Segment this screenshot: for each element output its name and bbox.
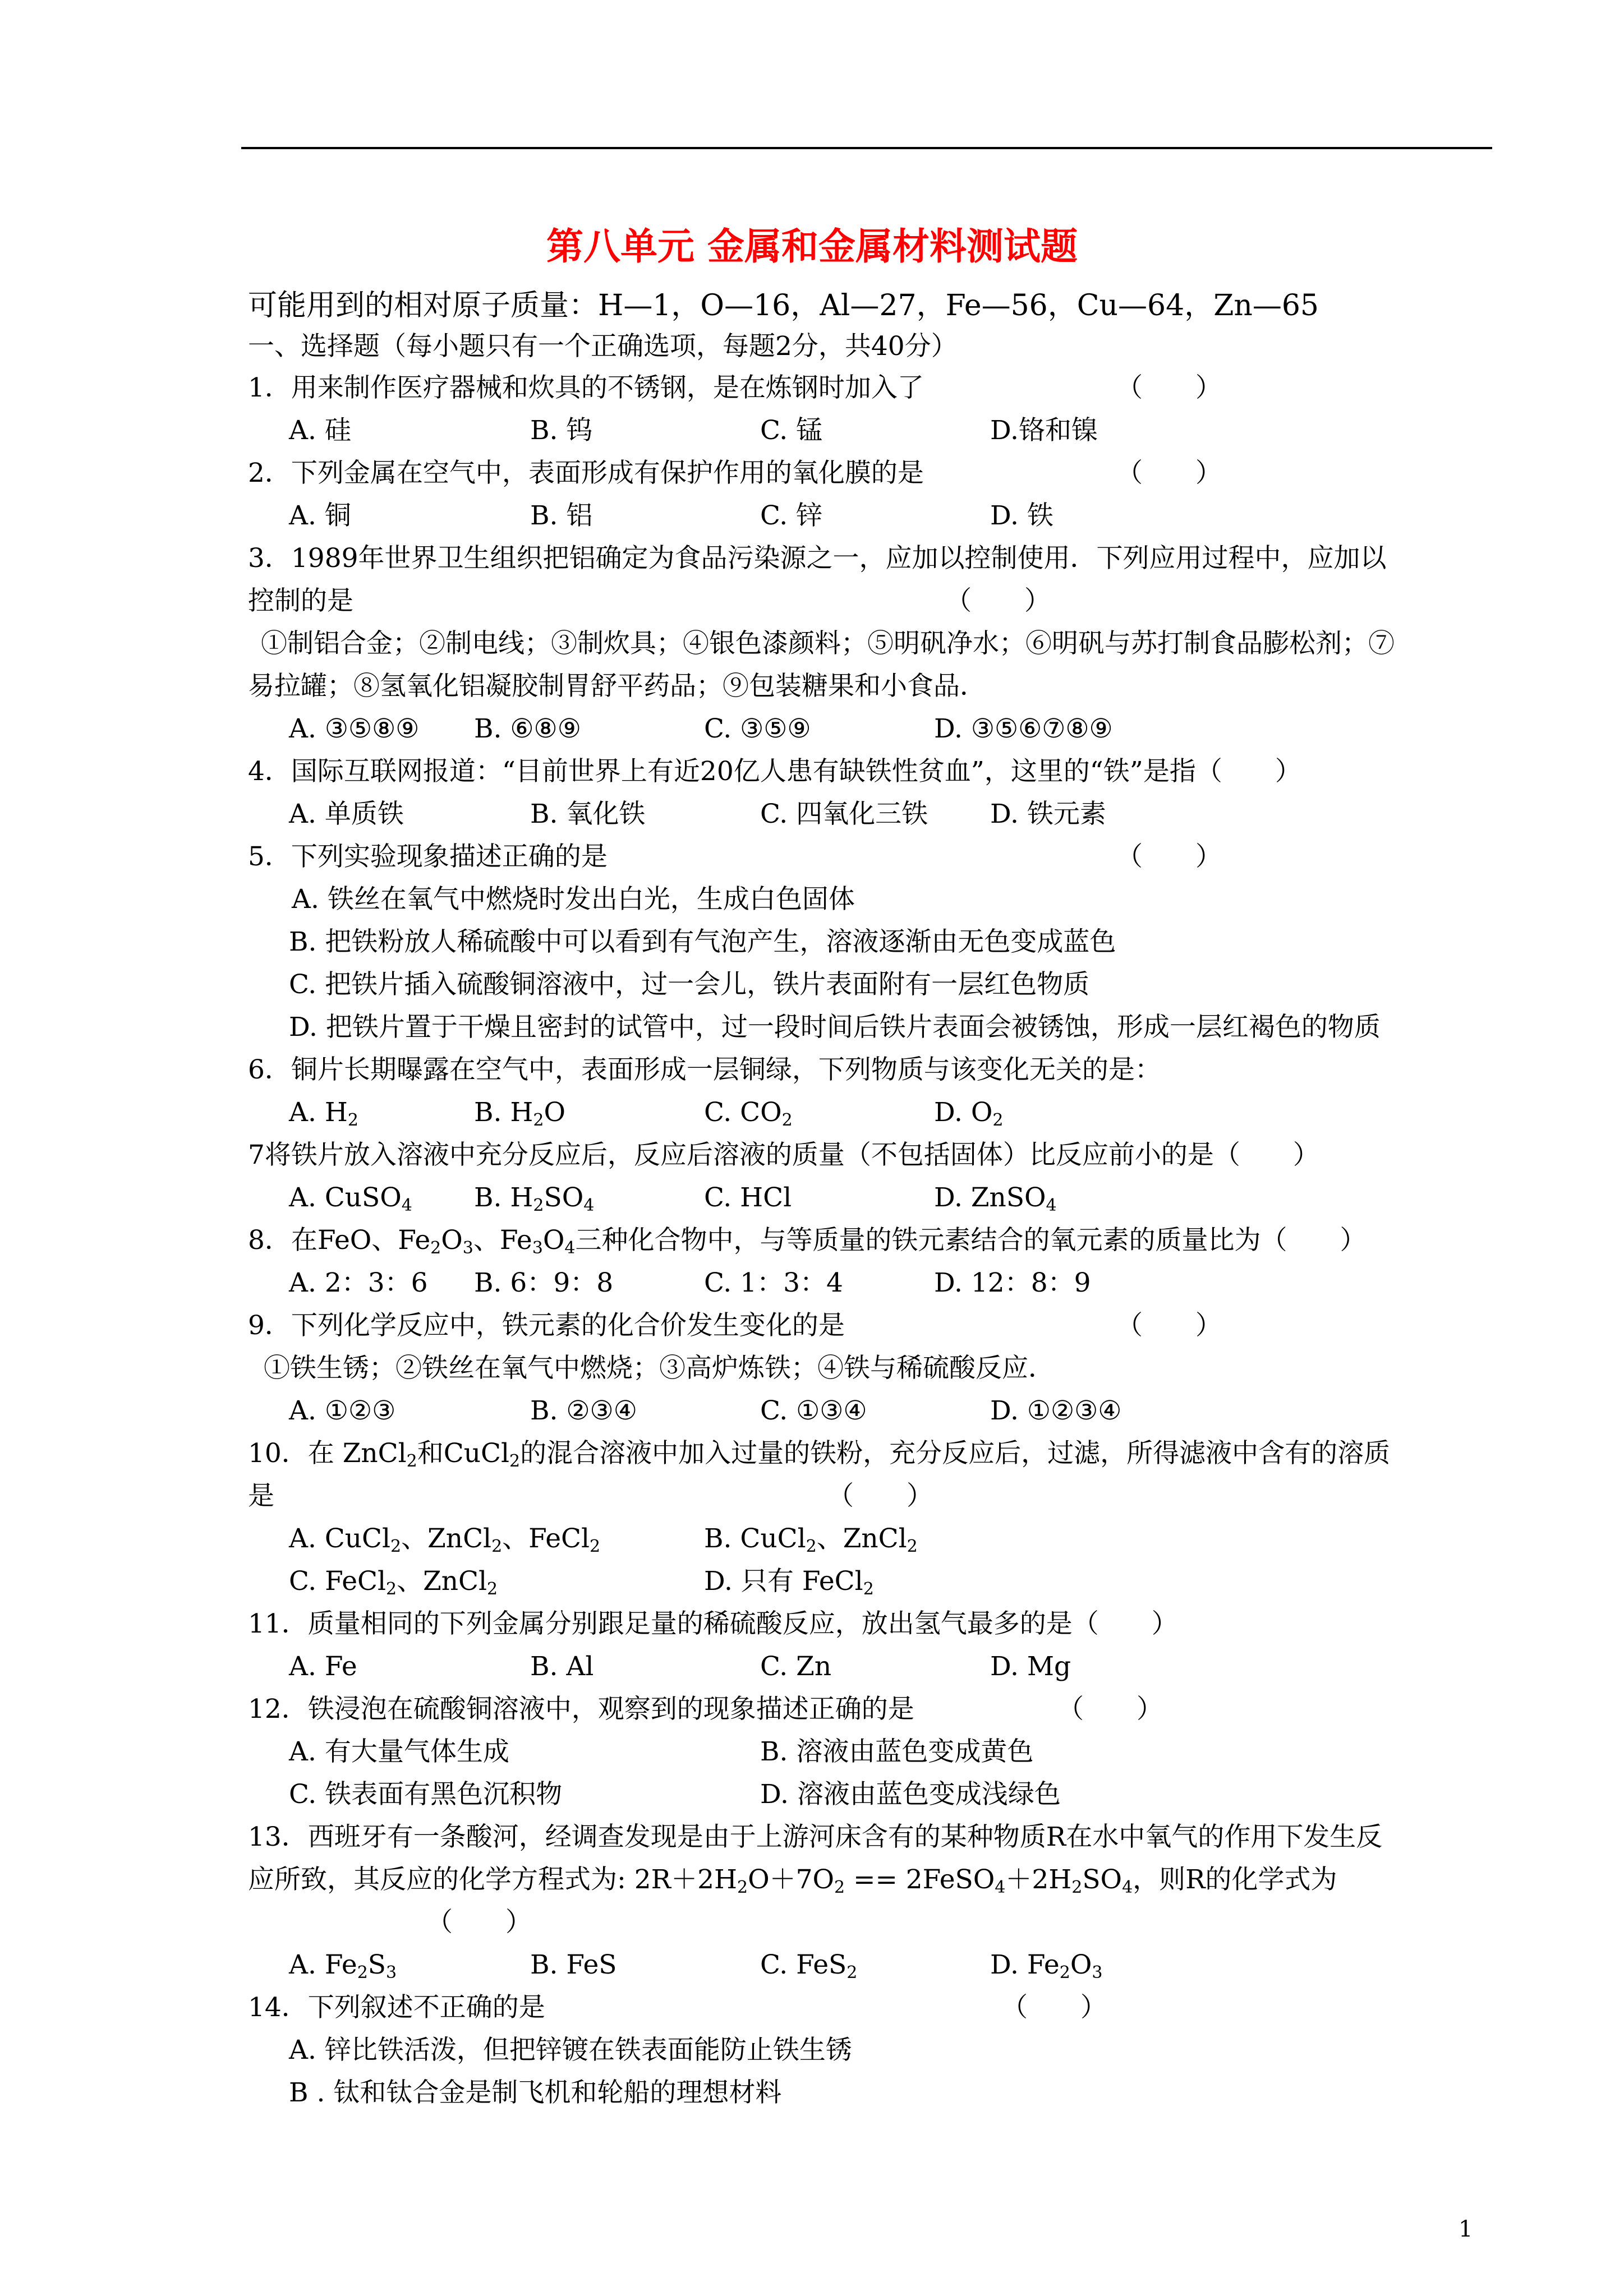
stem-text: SO bbox=[1082, 1864, 1122, 1895]
answer-blank: （ ） bbox=[426, 1907, 532, 1938]
subscript: 3 bbox=[462, 1238, 473, 1258]
subscript: 2 bbox=[487, 1579, 498, 1599]
question-14-stem: 14．下列叙述不正确的是 bbox=[248, 1992, 545, 2023]
answer-blank: （ ） bbox=[1116, 372, 1222, 403]
answer-blank: （ ） bbox=[1116, 458, 1222, 488]
option-text: D. Fe bbox=[990, 1949, 1060, 1980]
option-text: D. 只有 FeCl bbox=[704, 1566, 863, 1597]
option-text: D. O bbox=[934, 1097, 993, 1128]
question-11-stem: 11．质量相同的下列金属分别跟足量的稀硫酸反应，放出氢气最多的是（ ） bbox=[248, 1608, 1178, 1639]
option-a: A. 铜 bbox=[289, 500, 351, 531]
option-b: B. 6：9：8 bbox=[474, 1267, 614, 1298]
option-c: C. ①③④ bbox=[760, 1395, 867, 1426]
option-a: A. 单质铁 bbox=[289, 799, 404, 829]
answer-blank: （ ） bbox=[1001, 1992, 1107, 2023]
option-text: 、FeCl bbox=[502, 1523, 590, 1554]
stem-text: ＋2H bbox=[1005, 1864, 1072, 1895]
option-b: B. ②③④ bbox=[530, 1395, 637, 1426]
option-d: D.铬和镍 bbox=[990, 415, 1098, 446]
answer-blank: （ ） bbox=[1116, 1310, 1222, 1341]
option-text: 、ZnCl bbox=[397, 1566, 487, 1597]
option-c bbox=[760, 1948, 857, 1982]
question-5-stem: 5．下列实验现象描述正确的是 bbox=[248, 841, 608, 872]
subscript: 2 bbox=[533, 1196, 544, 1215]
question-2-stem: 2．下列金属在空气中，表面形成有保护作用的氧化膜的是 bbox=[248, 458, 924, 488]
option-text: O bbox=[1070, 1949, 1092, 1980]
subscript: 2 bbox=[806, 1537, 817, 1556]
subscript: 2 bbox=[1059, 1963, 1070, 1983]
subscript: 4 bbox=[995, 1878, 1006, 1897]
option-b: B. FeS bbox=[530, 1949, 617, 1980]
subscript: 4 bbox=[1046, 1196, 1057, 1215]
option-d: D. Mg bbox=[990, 1651, 1071, 1682]
option-a: A. 2：3：6 bbox=[289, 1267, 428, 1298]
subscript: 2 bbox=[430, 1238, 441, 1258]
stem-text: 的混合溶液中加入过量的铁粉，充分反应后，过滤，所得滤液中含有的溶质 bbox=[520, 1438, 1391, 1469]
option-b: B. Al bbox=[530, 1651, 594, 1682]
question-9-stem: 9．下列化学反应中，铁元素的化合价发生变化的是 bbox=[248, 1310, 845, 1341]
subscript: 2 bbox=[406, 1451, 417, 1471]
question-10-stem-cont: 是 bbox=[248, 1481, 274, 1511]
option-a bbox=[289, 1522, 600, 1556]
option-c: C. 把铁片插入硫酸铜溶液中，过一会儿，铁片表面附有一层红色物质 bbox=[289, 969, 1090, 1000]
option-b: B. 钨 bbox=[530, 415, 593, 446]
question-3-items-cont: 易拉罐；⑧氢氧化铝凝胶制胃舒平药品；⑨包装糖果和小食品． bbox=[248, 671, 986, 702]
option-c: C. HCl bbox=[704, 1182, 792, 1213]
option-d: D. 溶液由蓝色变成浅绿色 bbox=[760, 1779, 1061, 1810]
option-d bbox=[990, 1948, 1102, 1982]
option-text: C. FeS bbox=[760, 1949, 847, 1980]
question-9-items: ①铁生锈；②铁丝在氧气中燃烧；③高炉炼铁；④铁与稀硫酸反应． bbox=[264, 1353, 1055, 1384]
stem-text: 10．在 ZnCl bbox=[248, 1438, 407, 1469]
option-text: O bbox=[544, 1097, 566, 1128]
option-d: D. 12：8：9 bbox=[934, 1267, 1091, 1298]
subscript: 2 bbox=[491, 1537, 503, 1556]
option-text: B. CuCl bbox=[704, 1523, 806, 1554]
stem-text: 8．在FeO、Fe bbox=[248, 1225, 431, 1256]
option-a bbox=[289, 1181, 412, 1215]
option-a: A. 铁丝在氧气中燃烧时发出白光，生成白色固体 bbox=[292, 884, 855, 915]
subscript: 2 bbox=[834, 1878, 845, 1897]
option-b bbox=[704, 1522, 918, 1556]
subscript: 2 bbox=[863, 1579, 874, 1599]
page-number: 1 bbox=[1459, 2216, 1473, 2242]
option-c: C. 1：3：4 bbox=[704, 1267, 843, 1298]
option-d: D. 铁 bbox=[990, 500, 1053, 531]
option-a: A. ①②③ bbox=[289, 1395, 396, 1426]
option-b: B. 溶液由蓝色变成黄色 bbox=[760, 1736, 1034, 1767]
option-d: D. ③⑤⑥⑦⑧⑨ bbox=[934, 713, 1113, 744]
subscript: 4 bbox=[583, 1196, 595, 1215]
subscript: 2 bbox=[907, 1537, 918, 1556]
section-heading: 一、选择题（每小题只有一个正确选项，每题2分，共40分） bbox=[248, 331, 958, 362]
option-b: B. ⑥⑧⑨ bbox=[474, 713, 581, 744]
subscript: 3 bbox=[1092, 1963, 1103, 1983]
option-text: C. CO bbox=[704, 1097, 782, 1128]
option-text: 、ZnCl bbox=[816, 1523, 907, 1554]
subscript: 2 bbox=[1071, 1878, 1083, 1897]
stem-text: == 2FeSO bbox=[845, 1864, 995, 1895]
subscript: 2 bbox=[386, 1579, 397, 1599]
subscript: 4 bbox=[564, 1238, 576, 1258]
option-d bbox=[934, 1096, 1004, 1129]
stem-text: O＋7O bbox=[748, 1864, 835, 1895]
option-c: C. ③⑤⑨ bbox=[704, 713, 811, 744]
answer-blank: （ ） bbox=[945, 585, 1051, 616]
option-b bbox=[474, 1181, 594, 1215]
atomic-masses-line: 可能用到的相对原子质量：H—1，O—16，Al—27，Fe—56，Cu—64，Zn—65 bbox=[248, 289, 1319, 322]
option-b: B . 钛和钛合金是制飞机和轮船的理想材料 bbox=[289, 2077, 782, 2108]
subscript: 2 bbox=[737, 1878, 748, 1897]
stem-text: 和CuCl bbox=[417, 1438, 509, 1469]
option-c bbox=[289, 1565, 498, 1598]
option-text: SO bbox=[544, 1182, 584, 1213]
question-7-stem: 7将铁片放入溶液中充分反应后，反应后溶液的质量（不包括固体）比反应前小的是（ ） bbox=[248, 1140, 1319, 1170]
answer-blank: （ ） bbox=[827, 1481, 933, 1511]
subscript: 4 bbox=[401, 1196, 412, 1215]
question-3-stem: 3．1989年世界卫生组织把铝确定为食品污染源之一，应加以控制使用．下列应用过程中，应加以 bbox=[248, 543, 1387, 574]
header-rule bbox=[241, 147, 1492, 149]
option-c: C. 锰 bbox=[760, 415, 823, 446]
stem-text: 、Fe bbox=[473, 1225, 532, 1256]
option-a: A. 硅 bbox=[289, 415, 351, 446]
stem-text: O bbox=[542, 1225, 565, 1256]
subscript: 4 bbox=[1122, 1878, 1133, 1897]
subscript: 3 bbox=[385, 1963, 397, 1983]
subscript: 2 bbox=[992, 1110, 1004, 1130]
question-10-stem bbox=[248, 1437, 1390, 1470]
option-text: A. CuCl bbox=[289, 1523, 391, 1554]
question-8-stem bbox=[248, 1224, 1366, 1257]
option-text: S bbox=[367, 1949, 386, 1980]
subscript: 2 bbox=[590, 1537, 601, 1556]
option-text: B. H bbox=[474, 1097, 533, 1128]
answer-blank: （ ） bbox=[1116, 841, 1222, 872]
stem-text: 三种化合物中，与等质量的铁元素结合的氧元素的质量比为（ ） bbox=[575, 1225, 1367, 1256]
option-c: C. Zn bbox=[760, 1651, 832, 1682]
stem-text: ，则R的化学式为 bbox=[1133, 1864, 1337, 1895]
option-b: B. 氧化铁 bbox=[530, 799, 646, 829]
question-12-stem: 12．铁浸泡在硫酸铜溶液中，观察到的现象描述正确的是 bbox=[248, 1694, 914, 1725]
subscript: 2 bbox=[846, 1963, 858, 1983]
option-d bbox=[704, 1565, 874, 1598]
question-6-stem: 6．铜片长期曝露在空气中，表面形成一层铜绿，下列物质与该变化无关的是： bbox=[248, 1054, 1161, 1085]
option-c: C. 锌 bbox=[760, 500, 823, 531]
subscript: 2 bbox=[509, 1451, 521, 1471]
option-d: D. 把铁片置于干燥且密封的试管中，过一段时间后铁片表面会被锈蚀，形成一层红褐色的物质 bbox=[289, 1012, 1381, 1043]
subscript: 2 bbox=[781, 1110, 793, 1130]
option-a: A. ③⑤⑧⑨ bbox=[289, 713, 420, 744]
question-4-stem: 4．国际互联网报道：“目前世界上有近20亿人患有缺铁性贫血”，这里的“铁”是指（ ） bbox=[248, 756, 1301, 787]
option-a: A. Fe bbox=[289, 1651, 357, 1682]
option-text: B. H bbox=[474, 1182, 533, 1213]
option-text: D. ZnSO bbox=[934, 1182, 1046, 1213]
option-text: A. Fe bbox=[289, 1949, 357, 1980]
option-a: A. 锌比铁活泼，但把锌镀在铁表面能防止铁生锈 bbox=[289, 2035, 852, 2066]
option-a: A. 有大量气体生成 bbox=[289, 1736, 509, 1767]
option-a bbox=[289, 1948, 397, 1982]
option-c: C. 铁表面有黑色沉积物 bbox=[289, 1779, 563, 1810]
option-b: B. 把铁粉放人稀硫酸中可以看到有气泡产生，溶液逐渐由无色变成蓝色 bbox=[289, 926, 1116, 957]
option-d: D. 铁元素 bbox=[990, 799, 1106, 829]
subscript: 3 bbox=[532, 1238, 543, 1258]
answer-blank: （ ） bbox=[1057, 1694, 1163, 1725]
question-1-stem: 1．用来制作医疗器械和炊具的不锈钢，是在炼钢时加入了 bbox=[248, 372, 924, 403]
option-d: D. ①②③④ bbox=[990, 1395, 1122, 1426]
question-3-items: ①制铝合金；②制电线；③制炊具；④银色漆颜料；⑤明矾净水；⑥明矾与苏打制食品膨松剂；⑦ bbox=[261, 628, 1395, 659]
option-c: C. 四氧化三铁 bbox=[760, 799, 928, 829]
stem-text: O bbox=[441, 1225, 463, 1256]
option-text: A. H bbox=[289, 1097, 348, 1128]
subscript: 2 bbox=[357, 1963, 368, 1983]
option-text: A. CuSO bbox=[289, 1182, 402, 1213]
subscript: 2 bbox=[347, 1110, 358, 1130]
question-13-equation-line bbox=[248, 1863, 1337, 1897]
subscript: 2 bbox=[533, 1110, 544, 1130]
option-b bbox=[474, 1096, 565, 1129]
option-text: C. FeCl bbox=[289, 1566, 387, 1597]
option-d bbox=[934, 1181, 1057, 1215]
stem-text: 应所致，其反应的化学方程式为: 2R＋2H bbox=[248, 1864, 737, 1895]
subscript: 2 bbox=[390, 1537, 402, 1556]
option-c bbox=[704, 1096, 793, 1129]
option-text: 、ZnCl bbox=[401, 1523, 492, 1554]
question-3-stem-cont: 控制的是 bbox=[248, 585, 353, 616]
option-b: B. 铝 bbox=[530, 500, 593, 531]
page-title: 第八单元 金属和金属材料测试题 bbox=[546, 225, 1078, 268]
option-a bbox=[289, 1096, 358, 1129]
question-13-stem: 13．西班牙有一条酸河，经调查发现是由于上游河床含有的某种物质R在水中氧气的作用下发生反 bbox=[248, 1822, 1383, 1852]
